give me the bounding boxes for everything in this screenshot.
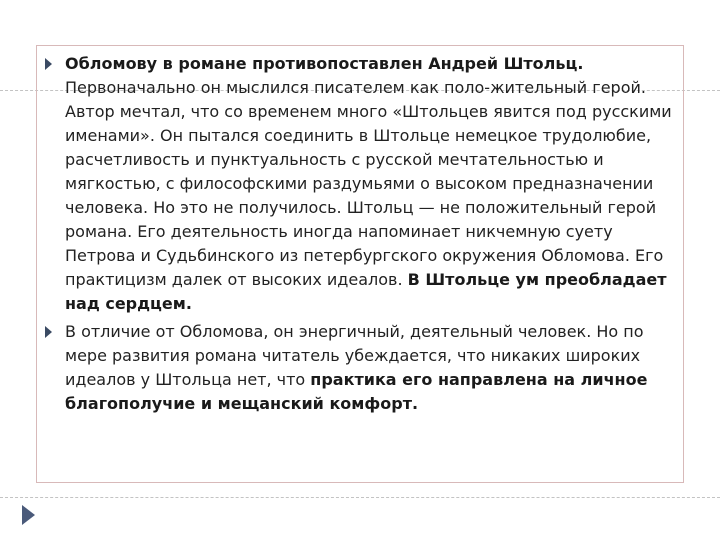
bullet-2-tail: практика его направлена на личное благополучие и мещанский комфорт. <box>65 370 648 413</box>
bullet-text-1 <box>65 52 675 316</box>
nav-arrow-icon[interactable] <box>22 505 35 525</box>
bullet-item-2 <box>45 320 675 416</box>
bullet-1-lead: Обломову в романе противопоставлен Андрей Штольц. <box>65 54 584 73</box>
dashed-divider-bottom <box>0 497 720 498</box>
bullet-list <box>45 52 675 420</box>
bullet-2-body: В отличие от Обломова, он энергичный, деятельный человек. Но по мере развития романа читатель убеждается, что никаких широких идеалов у Штольца нет, что <box>65 322 644 389</box>
bullet-1-body: Первоначально он мыслился писателем как поло-жительный герой. Автор мечтал, что со временем много «Штольцев явится под русскими именами». Он пытался соединить в Штольце немецкое трудолюбие, расчетливость и пунктуальность с русской мечтательностью и мягкостью, с философскими раздумьями о высоком предназначении человека. Но это не получилось. Штольц — не положительный герой романа. Его деятельность иногда напоминает никчемную суету Петрова и Судьбинского из петербургского окружения Обломова. Его практицизм далек от высоких идеалов. <box>65 78 672 289</box>
triangle-bullet-icon <box>45 326 52 338</box>
bullet-1-tail: В Штольце ум преобладает над сердцем. <box>65 270 667 313</box>
triangle-bullet-icon <box>45 58 52 70</box>
bullet-item-1 <box>45 52 675 316</box>
bullet-text-2 <box>65 320 675 416</box>
